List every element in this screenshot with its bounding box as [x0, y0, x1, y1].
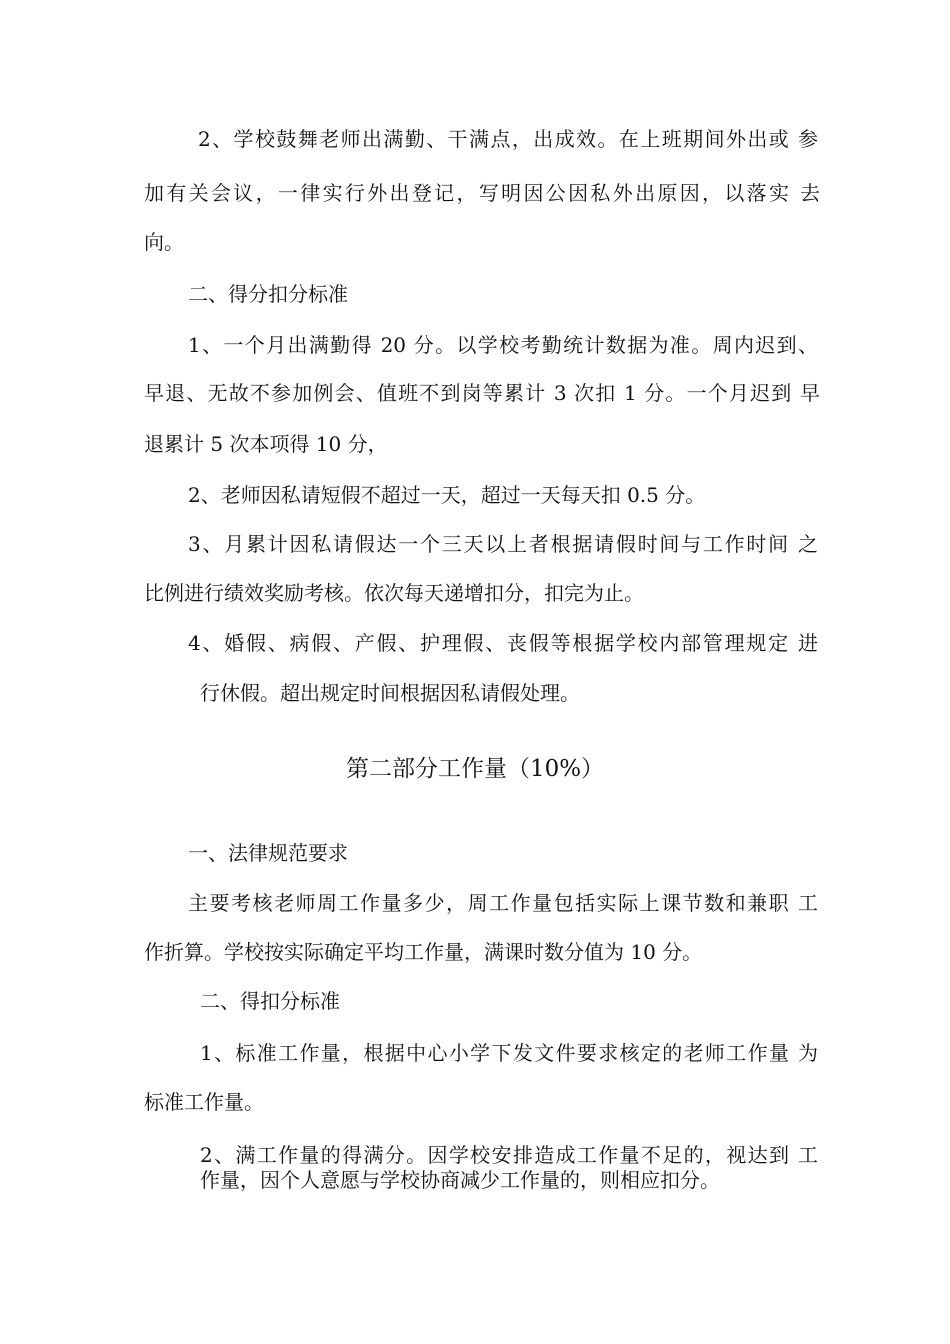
- paragraph-line: 2、学校鼓舞老师出满勤、干满点，出成效。在上班期间外出或 参: [198, 127, 818, 151]
- paragraph-line: 2、老师因私请短假不超过一天，超过一天每天扣 0.5 分。: [188, 483, 706, 507]
- paragraph-line: 早退、无故不参加例会、值班不到岗等累计 3 次扣 1 分。一个月迟到 早: [144, 381, 820, 405]
- section-heading: 二、得扣分标准: [200, 989, 340, 1013]
- paragraph-line: 1、一个月出满勤得 20 分。以学校考勤统计数据为准。周内迟到、: [188, 333, 818, 357]
- paragraph-line: 行休假。超出规定时间根据因私请假处理。: [200, 681, 580, 705]
- paragraph-line: 标准工作量。: [144, 1090, 264, 1114]
- paragraph-line: 加有关会议，一律实行外出登记，写明因公因私外出原因，以落实 去: [144, 181, 820, 205]
- section-heading: 二、得分扣分标准: [188, 282, 348, 306]
- section-title: 第二部分工作量（10%）: [345, 756, 605, 782]
- section-heading: 一、法律规范要求: [188, 841, 348, 865]
- paragraph-line: 1、标准工作量，根据中心小学下发文件要求核定的老师工作量 为: [200, 1041, 818, 1065]
- paragraph-line: 向。: [144, 230, 184, 254]
- paragraph-line: 主要考核老师周工作量多少，周工作量包括实际上课节数和兼职 工: [188, 891, 818, 915]
- paragraph-line: 4、婚假、病假、产假、护理假、丧假等根据学校内部管理规定 进: [188, 631, 818, 655]
- paragraph-line: 退累计 5 次本项得 10 分，: [144, 432, 388, 456]
- paragraph-line: 比例进行绩效奖励考核。依次每天递增扣分，扣完为止。: [144, 581, 644, 605]
- paragraph-line: 作量，因个人意愿与学校协商减少工作量的，则相应扣分。: [200, 1168, 720, 1192]
- paragraph-line: 作折算。学校按实际确定平均工作量，满课时数分值为 10 分。: [144, 940, 703, 964]
- paragraph-line: 2、满工作量的得满分。因学校安排造成工作量不足的，视达到 工: [200, 1143, 818, 1167]
- paragraph-line: 3、月累计因私请假达一个三天以上者根据请假时间与工作时间 之: [188, 532, 818, 556]
